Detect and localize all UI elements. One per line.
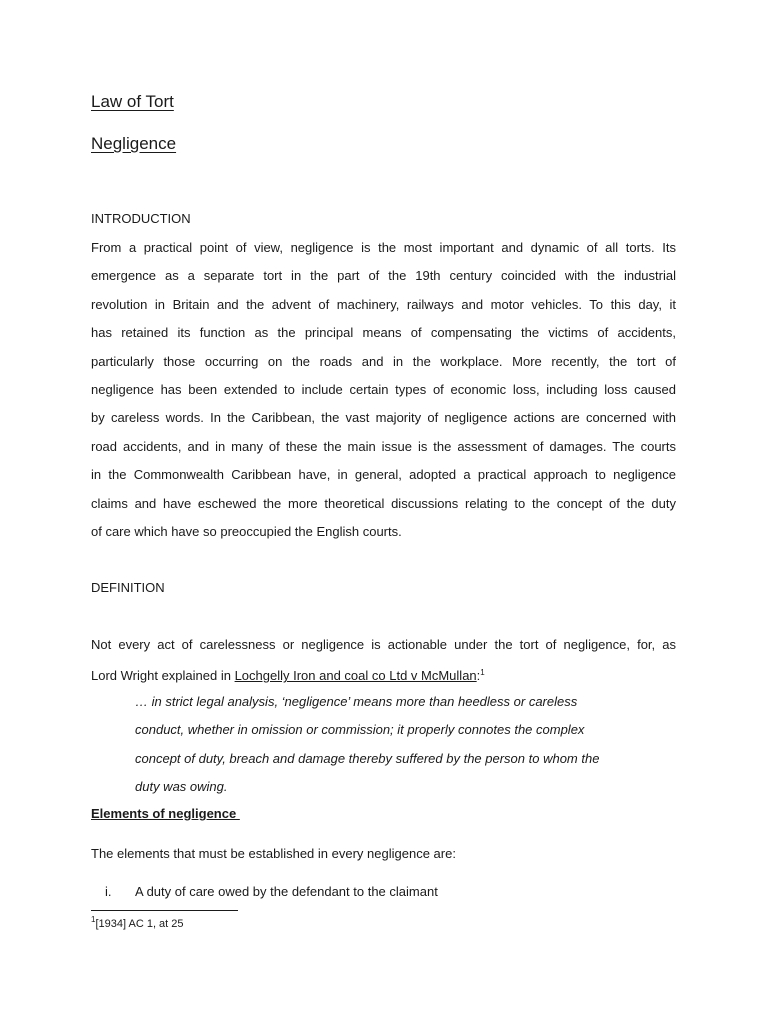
elements-intro: The elements that must be established in every negligence are: — [91, 846, 456, 861]
elements-heading: Elements of negligence — [91, 806, 240, 821]
paragraph-line: negligence has been extended to include certain types of economic loss, including loss caused — [91, 381, 676, 397]
paragraph-line: From a practical point of view, negligence is the most important and dynamic of all torts. Its — [91, 240, 676, 255]
paragraph-line: road accidents, and in many of these the main issue is the assessment of damages. The courts — [91, 438, 676, 454]
paragraph-line: Not every act of carelessness or negligence is actionable under the tort of negligence, for, as — [91, 637, 676, 652]
introduction-heading: INTRODUCTION — [91, 211, 191, 226]
footnote-text: [1934] AC 1, at 25 — [95, 918, 184, 930]
paragraph-line: in the Commonwealth Caribbean have, in general, adopted a practical approach to negligence — [91, 467, 676, 483]
paragraph-line: by careless words. In the Caribbean, the vast majority of negligence actions are concerned with — [91, 410, 676, 426]
footnote — [91, 915, 184, 930]
block-quote — [135, 688, 599, 802]
document-subtitle: Negligence — [91, 134, 177, 153]
list-marker: i. — [105, 884, 112, 899]
line-prefix: Lord Wright explained in — [91, 668, 235, 684]
quote-line: conduct, whether in omission or commission; it properly connotes the complex — [135, 722, 585, 738]
paragraph-line: has retained its function as the principal means of compensating the victims of accidents, — [91, 325, 676, 341]
line-suffix: : — [476, 668, 481, 684]
document-title: Law of Tort — [91, 92, 174, 111]
quote-line: concept of duty, breach and damage thereby suffered by the person to whom the — [135, 750, 600, 766]
introduction-paragraph — [91, 234, 676, 546]
paragraph-line: claims and have eschewed the more theoretical discussions relating to the concept of the duty — [91, 495, 676, 511]
footnote-number: 1 — [91, 915, 96, 924]
footnote-reference[interactable]: 1 — [480, 668, 485, 678]
paragraph-line — [91, 659, 676, 687]
definition-paragraph — [91, 631, 676, 688]
paragraph-line: revolution in Britain and the advent of machinery, railways and motor vehicles. To this day, it — [91, 296, 676, 312]
footnote-separator — [91, 910, 238, 911]
quote-line: duty was owing. — [135, 779, 228, 795]
paragraph-line: of care which have so preoccupied the English courts. — [91, 523, 402, 539]
case-citation-link[interactable]: Lochgelly Iron and coal co Ltd v McMullan — [234, 668, 477, 684]
paragraph-line: emergence as a separate tort in the part of the 19th century coincided with the industrial — [91, 268, 676, 284]
paragraph-line: particularly those occurring on the roads and in the workplace. More recently, the tort of — [91, 353, 676, 369]
definition-heading: DEFINITION — [91, 580, 165, 595]
quote-line: … in strict legal analysis, ‘negligence’ means more than heedless or careless — [135, 694, 578, 709]
list-item-text: A duty of care owed by the defendant to the claimant — [135, 884, 438, 899]
